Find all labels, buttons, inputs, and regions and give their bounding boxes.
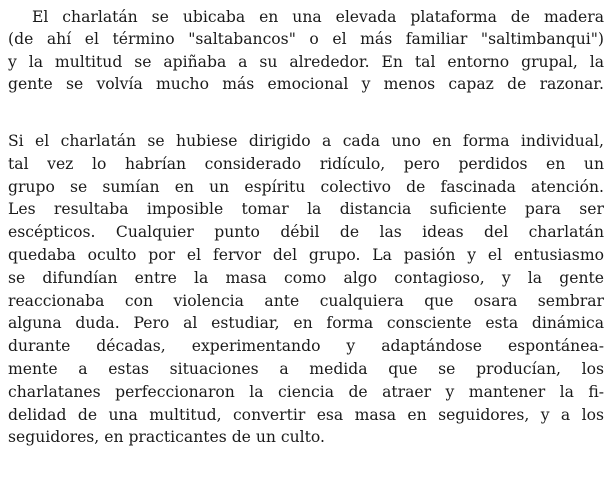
text-line: y la multitud se apiñaba a su alrededor. En tal entorno grupal, la [8, 52, 604, 71]
text-line: escépticos. Cualquier punto débil de las ideas del charlatán [8, 223, 604, 242]
text-line: se difundían entre la masa como algo contagioso, y la gente [8, 268, 604, 287]
text-line: grupo se sumían en un espíritu colectivo de fascinada atención. [8, 177, 604, 196]
text-line: gente se volvía mucho más emocional y menos capaz de razonar. [8, 74, 604, 93]
text-line: (de ahí el término "saltabancos" o el más familiar "saltimbanqui") [8, 30, 604, 49]
text-line: charlatanes perfeccionaron la ciencia de atraer y mantener la fi- [8, 382, 604, 401]
text-line: Si el charlatán se hubiese dirigido a cada uno en forma individual, [8, 132, 604, 150]
paragraph-2 [8, 130, 604, 449]
text-line: tal vez lo habrían considerado ridículo, pero perdidos en un [8, 154, 604, 173]
text-line: seguidores, en practicantes de un culto. [8, 428, 325, 447]
text-line: alguna duda. Pero al estudiar, en forma consciente esta dinámica [8, 314, 604, 333]
text-line: quedaba oculto por el fervor del grupo. La pasión y el entusiasmo [8, 245, 604, 264]
text-line: mente a estas situaciones a medida que se producían, los [8, 359, 604, 378]
text-line: Les resultaba imposible tomar la distancia suficiente para ser [8, 200, 604, 219]
text-line: reaccionaba con violencia ante cualquiera que osara sembrar [8, 291, 604, 310]
text-line: durante décadas, experimentando y adaptándose espontánea- [8, 337, 604, 356]
paragraph-1 [8, 6, 604, 95]
text-line: delidad de una multitud, convertir esa masa en seguidores, y a los [8, 405, 604, 424]
text-line: El charlatán se ubicaba en una elevada plataforma de madera [32, 8, 604, 26]
